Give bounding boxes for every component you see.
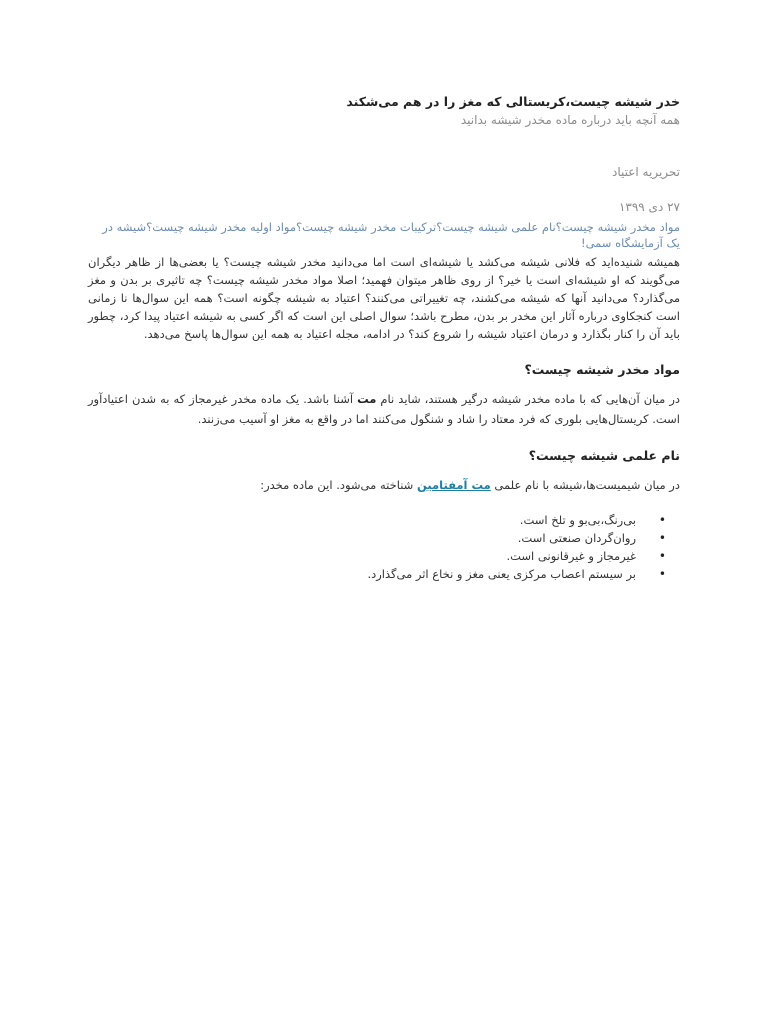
bullet-icon: • — [658, 531, 666, 545]
section-heading-what-is-meth: مواد مخدر شیشه چیست؟ — [524, 362, 680, 377]
section-heading-scientific-name: نام علمی شیشه چیست؟ — [528, 448, 680, 463]
bullet-icon: • — [658, 567, 666, 581]
methamphetamine-link[interactable]: مت آمفتامین — [416, 478, 491, 492]
bullet-icon: • — [658, 513, 666, 527]
list-item-text: بر سیستم اعصاب مرکزی یعنی مغز و نخاع اثر می‌گذارد. — [367, 567, 636, 581]
article-subtitle: همه آنچه باید درباره ماده مخدر شیشه بدانید — [460, 113, 680, 127]
article-title: خدر شیشه چیست،کریستالی که مغز را در هم می‌شکند — [346, 94, 680, 109]
list-item-text: غیرمجاز و غیرقانونی است. — [506, 549, 636, 563]
article-date: ۲۷ دی ۱۳۹۹ — [618, 200, 680, 214]
list-item — [88, 547, 666, 565]
list-item — [88, 529, 666, 547]
bullet-icon: • — [658, 549, 666, 563]
section-paragraph-what-is-meth — [88, 389, 680, 429]
list-item — [88, 565, 666, 583]
list-item-text: روان‌گردان صنعتی است. — [517, 531, 636, 545]
paragraph-text-start: در میان شیمیست‌ها،شیشه با نام علمی — [490, 478, 680, 492]
section-paragraph-scientific-name — [88, 475, 680, 495]
paragraph-text-end: شناخته می‌شود. این ماده مخدر: — [260, 478, 417, 492]
article-author: تحریریه اعتیاد — [612, 165, 680, 179]
paragraph-text-start: در میان آن‌هایی که با ماده مخدر شیشه درگیر هستند، شاید نام — [376, 392, 681, 406]
list-item-text: بی‌رنگ،بی‌بو و تلخ است. — [519, 513, 636, 527]
paragraph-text-end: آشنا باشد. یک ماده مخدر غیرمجاز که به شدن اعتیادآور است. کریستال‌هایی بلوری که فرد معتاد را شاد و شنگول می‌کنند اما در واقع به مغز او آسیب می‌زنند. — [88, 392, 680, 426]
list-item — [88, 511, 666, 529]
properties-list — [88, 511, 680, 583]
bold-term: مت — [357, 392, 377, 406]
intro-paragraph: همیشه شنیده‌اید که فلانی شیشه می‌کشد یا شیشه‌ای است اما می‌دانید مخدر شیشه چیست؟ یا بعضی‌ها از ظاهر دیگران می‌گویند که او شیشه‌ای است یا خیر؟ از روی ظاهر میتوان فهمید؛ اصلا مواد مخدر شیشه چیست؟ چه تاثیری بر بدن و مغز می‌گذارد؟ می‌دانید آنها که شیشه می‌کشند، چه تغییراتی می‌کنند؟ اعتیاد به شیشه چگونه است؟ همه این سوال‌ها نا زمانی است کنجکاوی درباره آثار این مخدر بر بدن، مطرح باشد؛ سوال اصلی این است که اگر کسی به شیشه اعتیاد پیدا کرد، چطور باید آن را کنار بگذارد و درمان اعتیاد شیشه را شروع کند؟ در ادامه، مجله اعتیاد به همه این سوال‌ها پاسخ می‌دهد. — [88, 255, 680, 341]
article-tags: مواد مخدر شیشه چیست؟نام علمی شیشه چیست؟ترکیبات مخدر شیشه چیست؟مواد اولیه مخدر شیشه چیست؟شیشه در یک آزمایشگاه سمی! — [102, 220, 680, 250]
article-body — [88, 94, 680, 583]
